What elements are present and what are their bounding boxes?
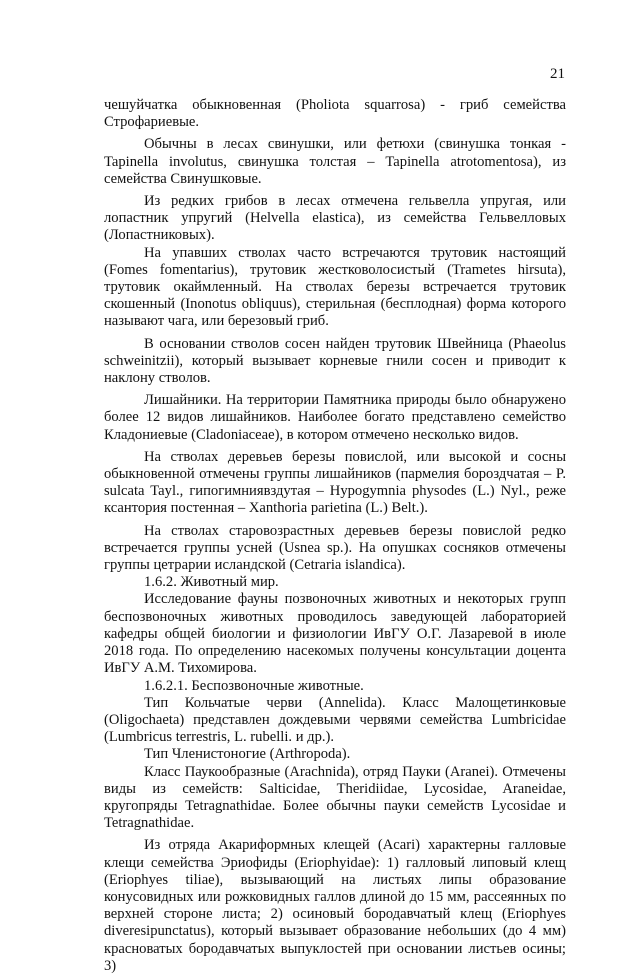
paragraph: На стволах старовозрастных деревьев березы повислой редко встречается группы усней (Usnea sp.). На опушках сосняков отмечены группы цетрарии исландской (Cetraria islandica). <box>104 522 566 574</box>
paragraph: Исследование фауны позвоночных животных и некоторых групп беспозвоночных животных проводилось заведующей лабораторией кафедры общей биологии и физиологии ИвГУ О.Г. Лазаревой в июле 2018 года. По определению насекомых получены консультации доцента ИвГУ А.М. Тихомирова. <box>104 591 566 677</box>
paragraph: В основании стволов сосен найден трутовик Швейница (Phaeolus schweinitzii), который вызывает корневые гнили сосен и приводит к наклону стволов. <box>104 335 566 387</box>
paragraph: Из редких грибов в лесах отмечена гельвелла упругая, или лопастник упругий (Helvella elastica), из семейства Гельвелловых (Лопастниковых). <box>104 193 566 244</box>
page-body <box>104 97 566 975</box>
paragraph: Тип Кольчатые черви (Annelida). Класс Малощетинковые (Oligochaeta) представлен дождевыми червями семейства Lumbricidae (Lumbricus terrestris, L. rubelli. и др.). <box>104 694 566 746</box>
paragraph: 1.6.2.1. Беспозвоночные животные. <box>144 677 364 694</box>
paragraph: На стволах деревьев березы повислой, или высокой и сосны обыкновенной отмечены группы лишайников (пармелия бороздчатая – P. sulcata Tayl., гипогимниявздутая – Hypogymnia physodes (L.) Nyl., реже ксантория постенная – Xanthoria parietina (L.) Belt.). <box>104 448 566 517</box>
page-number: 21 <box>550 66 565 82</box>
paragraph: Лишайники. На территории Памятника природы было обнаружено более 12 видов лишайников. Наиболее богато представлено семейство Кладониевые (Cladoniaceae), в котором отмечено несколько видов. <box>104 392 566 443</box>
paragraph: Класс Паукообразные (Arachnida), отряд Пауки (Aranei). Отмечены виды из семейств: Salticidae, Theridiidae, Lycosidae, Araneidae, кругопряды Tetragnathidae. Более обычны пауки семейств Lycosidae и Tetragnathidae. <box>104 763 566 832</box>
paragraph: Обычны в лесах свинушки, или фетюхи (свинушка тонкая - Tapinella involutus, свинушка толстая – Tapinella atrotomentosa), из семейства Свинушковые. <box>104 136 566 187</box>
paragraph: Тип Членистоногие (Arthropoda). <box>144 746 351 763</box>
paragraph: 1.6.2. Животный мир. <box>144 574 279 591</box>
paragraph: чешуйчатка обыкновенная (Pholiota squarrosa) - гриб семейства Строфариевые. <box>104 97 566 131</box>
paragraph: Из отряда Акариформных клещей (Acari) характерны галловые клещи семейства Эриофиды (Eriophyidae): 1) галловый липовый клещ (Eriophyes tiliae), вызывающий на листьях липы образование конусовидных или рожковидных галлов длиной до 15 мм, рассеянных по верхней стороне листа; 2) осиновый бородавчатый клещ (Eriophyes diveresipunctatus), который вызывает образование небольших (до 4 мм) красноватых бородавчатых выпуклостей при основании листьев осины; 3) <box>104 837 566 974</box>
paragraph: На упавших стволах часто встречаются трутовик настоящий (Fomes fomentarius), трутовик жестковолосистый (Trametes hirsuta), трутовик окаймленный. На стволах березы встречается трутовик скошенный (Inonotus obliquus), стерильная (бесплодная) форма которого называют чага, или березовый гриб. <box>104 244 566 330</box>
